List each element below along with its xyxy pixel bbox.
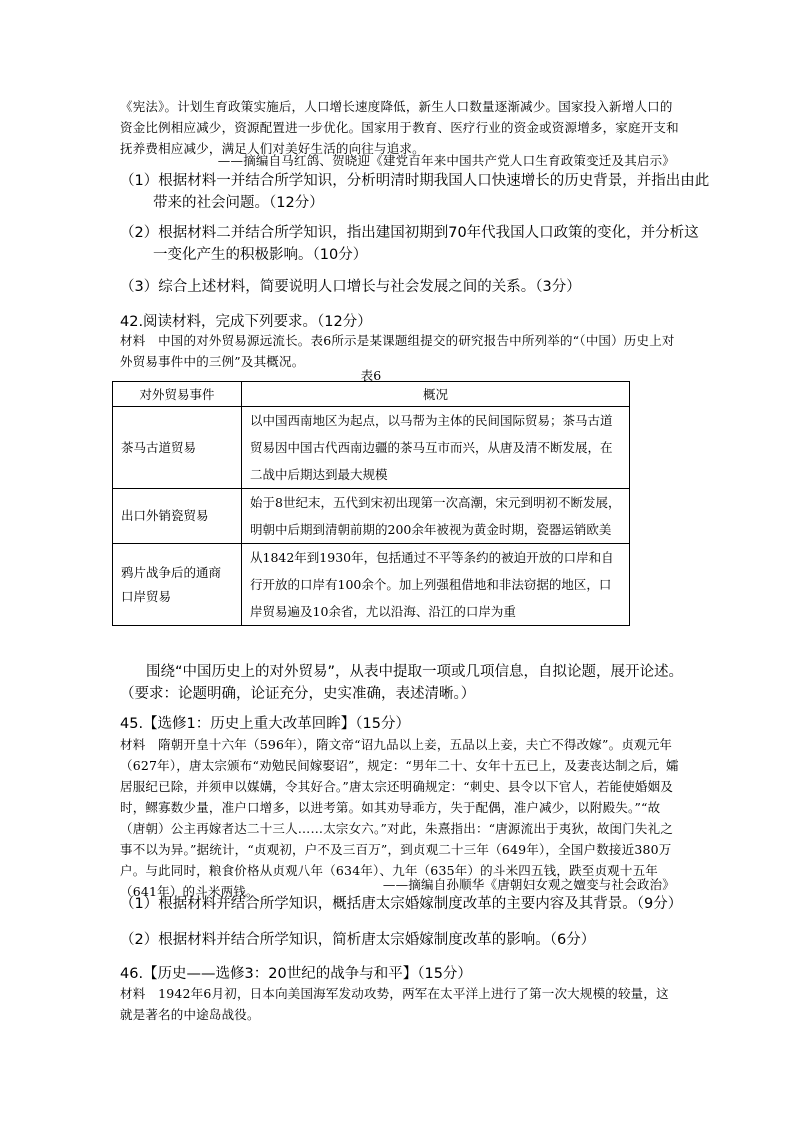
- trade-table: [112, 381, 630, 626]
- question-42-task: 围绕“中国历史上的对外贸易”，从表中提取一项或几项信息，自拟论题，展开论述。（要求：论题明确，论证充分，史实准确，表述清晰。）: [120, 664, 684, 702]
- question-46-material: 材料 1942年6月初，日本向美国海军发动攻势，两军在太平洋上进行了第一次大规模的较量，这就是著名的中途岛战役。: [120, 986, 669, 1022]
- table-header-event: 对外贸易事件: [113, 382, 242, 407]
- table-row: [113, 489, 630, 544]
- question-41-2: （2）根据材料二并结合所学知识，指出建国初期到70年代我国人口政策的变化，并分析这一变化产生的积极影响。（10分）: [120, 225, 699, 263]
- question-42-title: 42.阅读材料，完成下列要求。（12分）: [120, 314, 372, 330]
- material-law-paragraph: 《宪法》。计划生育政策实施后，人口增长速度降低，新生人口数量逐渐减少。国家投入新增人口的资金比例相应减少，资源配置进一步优化。国家用于教育、医疗行业的资金或资源增多，家庭开支和抚养费相应减少，满足人们对美好生活的向往与追求。: [120, 99, 679, 156]
- question-41-1: （1）根据材料一并结合所学知识，分析明清时期我国人口快速增长的历史背景，并指出由此带来的社会问题。（12分）: [120, 173, 710, 211]
- table-cell-event: 茶马古道贸易: [113, 407, 242, 489]
- table-cell-event: 鸦片战争后的通商口岸贸易: [113, 544, 242, 626]
- table-caption: 表6: [360, 368, 382, 383]
- table-cell-desc: 始于8世纪末，五代到宋初出现第一次高潮，宋元到明初不断发展，明朝中后期到清朝前期的200余年被视为黄金时期，瓷器运销欧美: [242, 489, 630, 544]
- table-header-row: [113, 382, 630, 407]
- material-source: ——摘编自马红鸽、贺晓迎《建党百年来中国共产党人口生育政策变迁及其启示》: [217, 153, 675, 168]
- question-45-1: （1）根据材料并结合所学知识，概括唐太宗婚嫁制度改革的主要内容及其背景。（9分）: [120, 896, 683, 912]
- question-45-material: 材料 隋朝开皇十六年（596年），隋文帝“诏九品以上妾，五品以上妾，夫亡不得改嫁”。贞观元年（627年），唐太宗颁布“劝勉民间嫁娶诏”，规定：“男年二十、女年十五已上，及妻丧达制之后，孀居服纪已除，并须申以媒媾，令其好合。”唐太宗还明确规定：“刺史、县令以下官人，若能使婚姻及时，鳏寡数少量，准户口增多，以进考第。如其劝导乖方，失于配偶，准户减少，以附殿失。”“故（唐朝）公主再嫁者达二十三人……太宗女六。”对此，朱熹指出：“唐源流出于夷狄，故闺门失礼之事不以为异。”据统计，“贞观初，户不及三百万”，到贞观二十三年（649年），全国户数接近380万户。与此同时，粮食价格从贞观八年（634年）、九年（635年）的斗米四五钱，跌至贞观十五年（641年）的斗米两钱。: [120, 737, 679, 899]
- table-header-desc: 概况: [242, 382, 630, 407]
- question-45-title: 45.【选修1：历史上重大改革回眸】（15分）: [120, 716, 410, 732]
- table-row: [113, 407, 630, 489]
- table-cell-desc: 以中国西南地区为起点，以马帮为主体的民间国际贸易；茶马古道贸易因中国古代西南边疆的茶马互市而兴，从唐及清不断发展，在二战中后期达到最大规模: [242, 407, 630, 489]
- question-45-source: ——摘编自孙顺华《唐朝妇女观之嬗变与社会政治》: [382, 877, 675, 892]
- question-45-2: （2）根据材料并结合所学知识，简析唐太宗婚嫁制度改革的影响。（6分）: [120, 932, 596, 948]
- question-41-3: （3）综合上述材料，简要说明人口增长与社会发展之间的关系。（3分）: [120, 279, 581, 295]
- table-cell-event: 出口外销瓷贸易: [113, 489, 242, 544]
- table-cell-desc: 从1842年到1930年，包括通过不平等条约的被迫开放的口岸和自行开放的口岸有100余个。加上列强租借地和非法窃据的地区，口岸贸易遍及10余省，尤以沿海、沿江的口岸为重: [242, 544, 630, 626]
- question-42-material: 材料 中国的对外贸易源远流长。表6所示是某课题组提交的研究报告中所列举的“（中国）历史上对外贸易事件中的三例”及其概况。: [120, 333, 675, 369]
- table-row: [113, 544, 630, 626]
- question-46-title: 46.【历史——选修3：20世纪的战争与和平】（15分）: [120, 966, 472, 982]
